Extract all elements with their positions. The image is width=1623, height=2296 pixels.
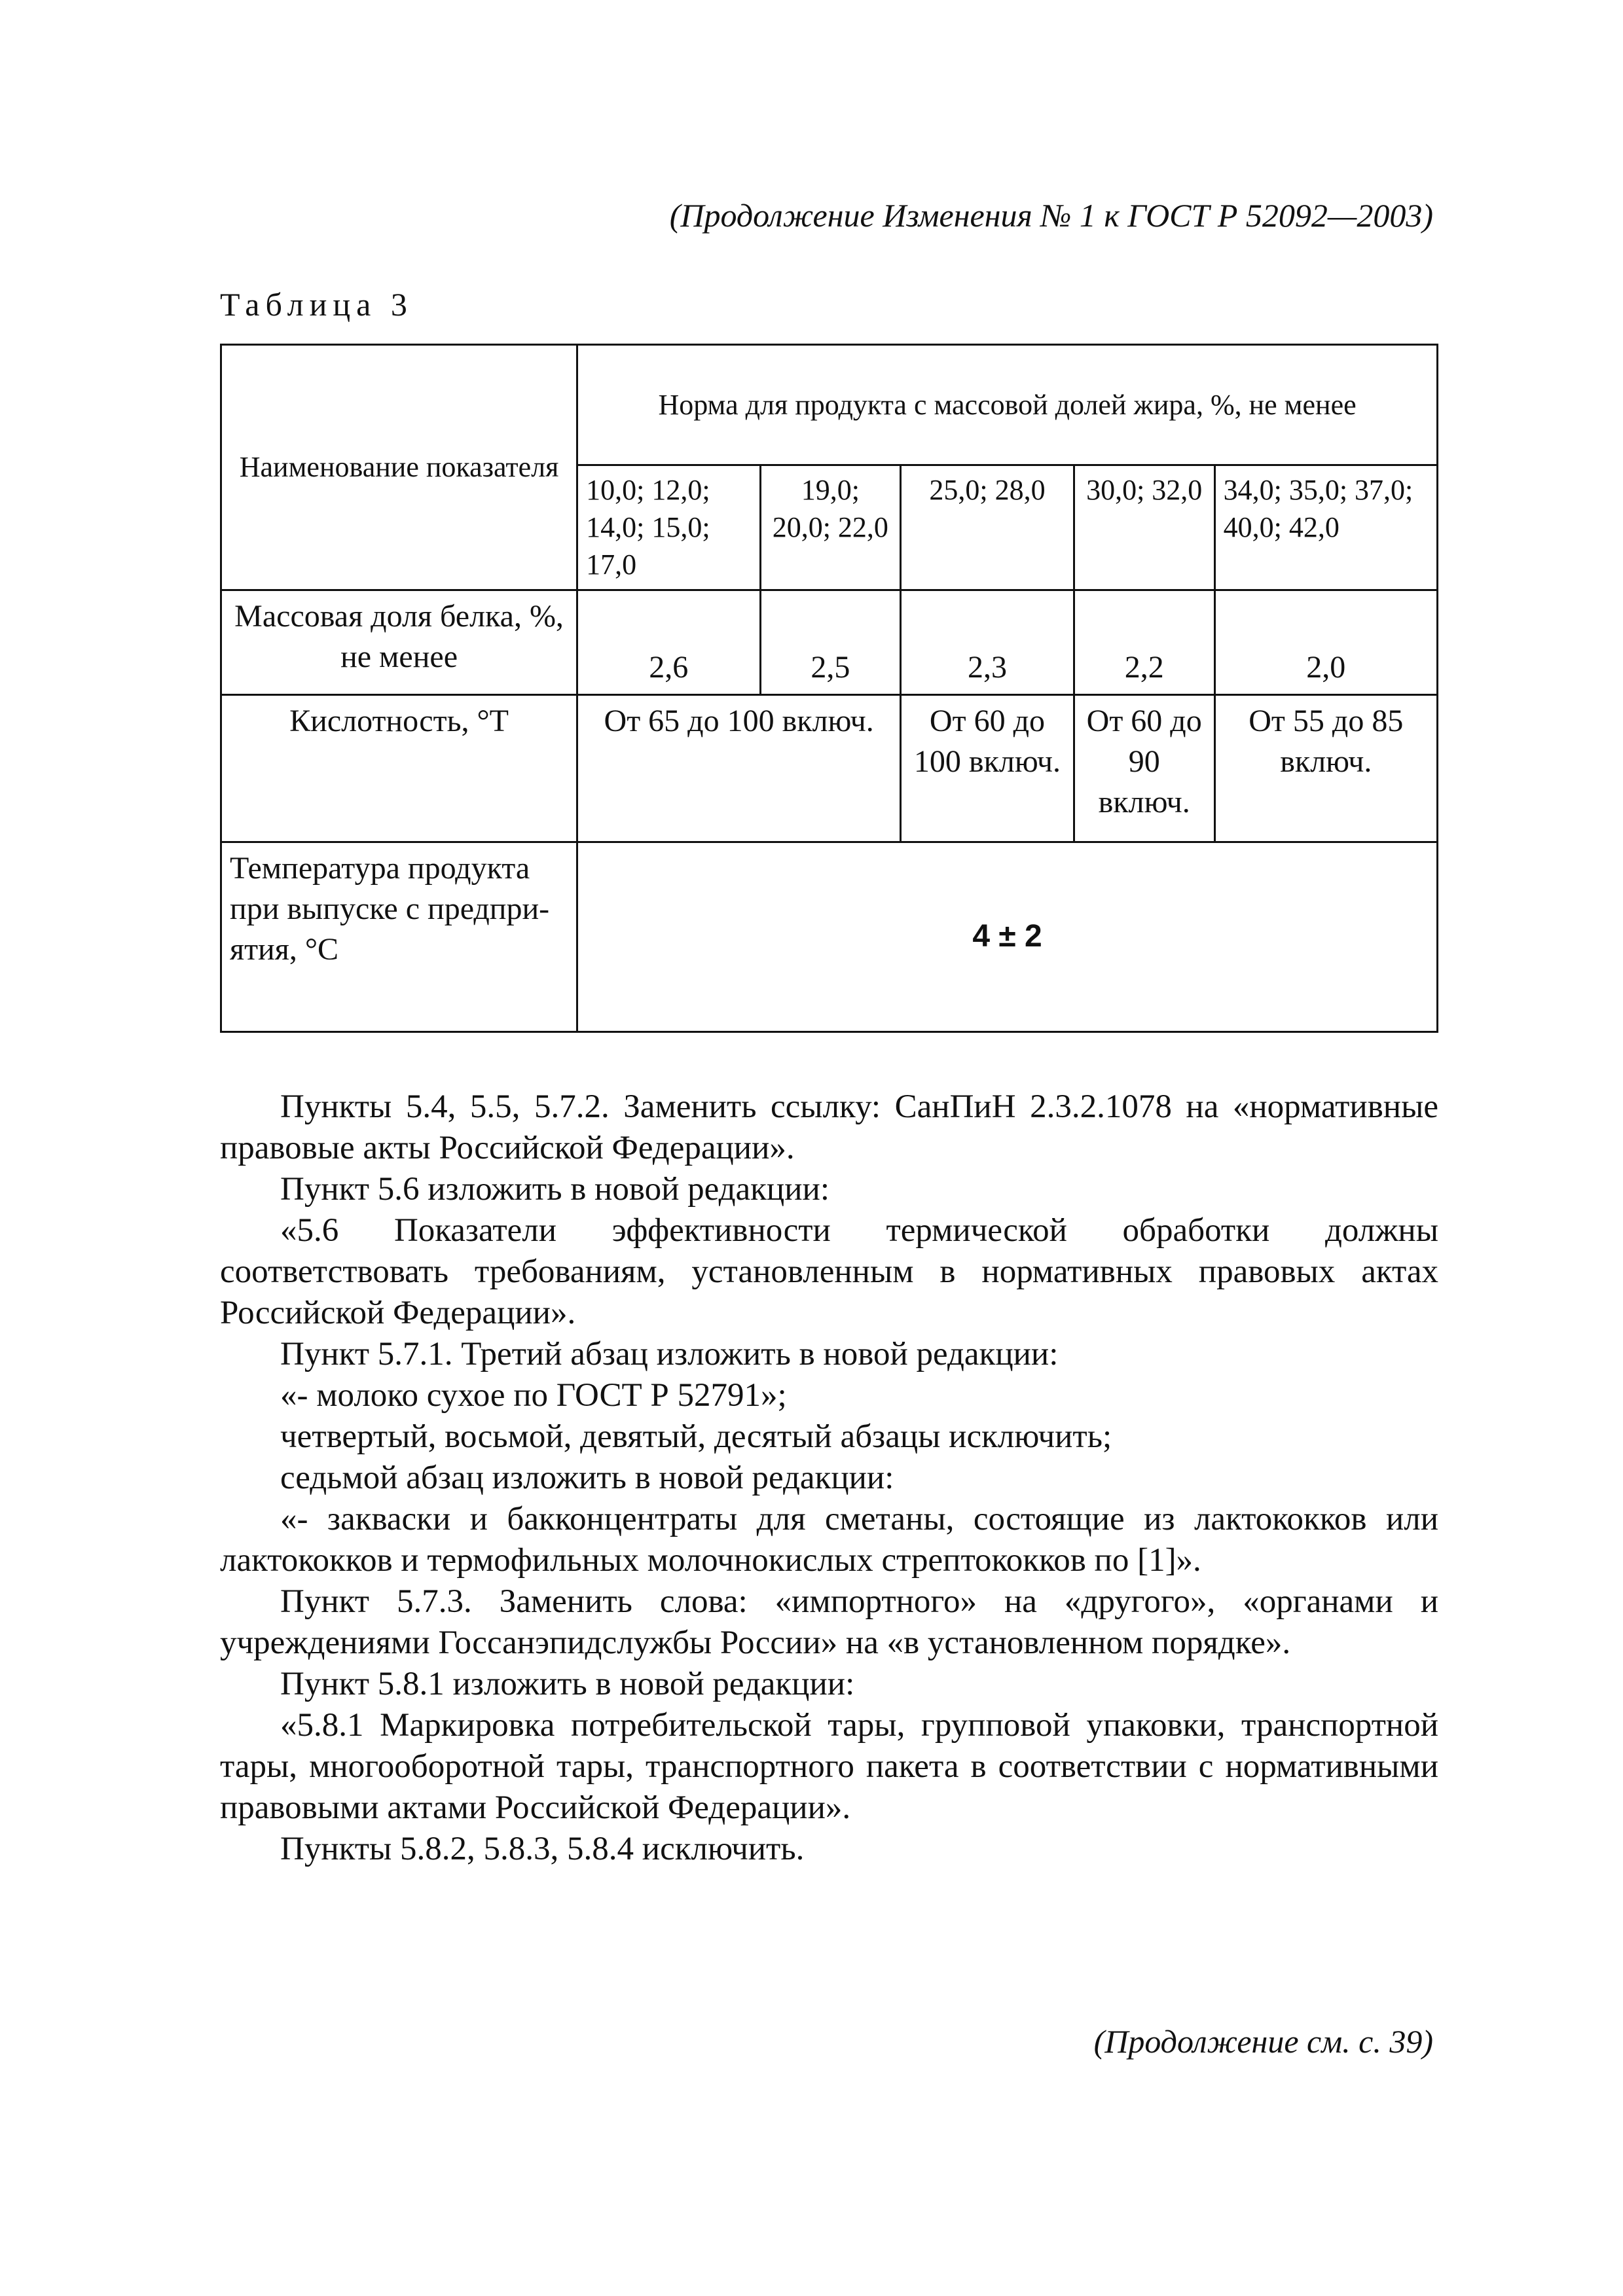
running-header: (Продолжение Изменения № 1 к ГОСТ Р 52092—2003) — [669, 197, 1433, 234]
acidity-value: От 60 до 100 включ. — [901, 694, 1074, 842]
row-label-acidity: Кислотность, °Т — [221, 694, 577, 842]
body-text — [220, 1086, 1438, 1870]
norms-table — [220, 344, 1438, 1033]
paragraph: Пункт 5.8.1 изложить в новой редакции: — [280, 1666, 855, 1702]
fat-group: 34,0; 35,0; 37,0; 40,0; 42,0 — [1214, 465, 1437, 590]
paragraph: Пункты 5.4, 5.5, 5.7.2. Заменить ссылку: СанПиН 2.3.2.1078 на «нормативные правовые акты Российской Федерации». — [220, 1088, 1438, 1166]
acidity-value: От 65 до 100 включ. — [577, 694, 901, 842]
row-label-temperature: Температура продукта при выпуске с предпри-ятия, °С — [221, 842, 577, 1031]
paragraph: четвертый, восьмой, девятый, десятый абзацы исключить; — [280, 1418, 1112, 1455]
table-caption: Таблица 3 — [220, 286, 413, 323]
protein-value: 2,2 — [1074, 590, 1214, 694]
header-norm: Норма для продукта с массовой долей жира, %, не менее — [577, 345, 1438, 465]
fat-group: 25,0; 28,0 — [901, 465, 1074, 590]
paragraph: Пункты 5.8.2, 5.8.3, 5.8.4 исключить. — [280, 1831, 805, 1867]
header-indicator-name: Наименование показателя — [221, 345, 577, 590]
paragraph: Пункт 5.6 изложить в новой редакции: — [280, 1171, 830, 1208]
paragraph: «- закваски и бакконцентраты для сметаны, состоящие из лактококков или лактококков и термофильных молочнокислых стрептококков по [1]». — [220, 1501, 1438, 1579]
fat-group: 10,0; 12,0; 14,0; 15,0; 17,0 — [577, 465, 760, 590]
protein-value: 2,6 — [577, 590, 760, 694]
acidity-value: От 60 до 90 включ. — [1074, 694, 1214, 842]
acidity-value: От 55 до 85 включ. — [1214, 694, 1437, 842]
paragraph: «- молоко сухое по ГОСТ Р 52791»; — [280, 1377, 787, 1414]
row-label-protein: Массовая доля белка, %, не менее — [221, 590, 577, 694]
paragraph: седьмой абзац изложить в новой редакции: — [280, 1460, 894, 1496]
fat-group: 30,0; 32,0 — [1074, 465, 1214, 590]
protein-value: 2,5 — [760, 590, 901, 694]
protein-value: 2,3 — [901, 590, 1074, 694]
paragraph: Пункт 5.7.1. Третий абзац изложить в новой редакции: — [280, 1336, 1059, 1372]
continuation-footer: (Продолжение см. с. 39) — [1093, 2023, 1433, 2060]
paragraph: «5.6 Показатели эффективности термической обработки должны соответствовать требованиям, установленным в нормативных правовых актах Российской Федерации». — [220, 1212, 1438, 1331]
temperature-value: 4 ± 2 — [577, 842, 1438, 1031]
paragraph: «5.8.1 Маркировка потребительской тары, групповой упаковки, транспортной тары, многооборотной тары, транспортного пакета в соответствии с нормативными правовыми актами Российской Федерации». — [220, 1707, 1438, 1826]
fat-group: 19,0; 20,0; 22,0 — [760, 465, 901, 590]
protein-value: 2,0 — [1214, 590, 1437, 694]
paragraph: Пункт 5.7.3. Заменить слова: «импортного» на «другого», «органами и учреждениями Госсанэпидслужбы России» на «в установленном порядке». — [220, 1583, 1438, 1661]
